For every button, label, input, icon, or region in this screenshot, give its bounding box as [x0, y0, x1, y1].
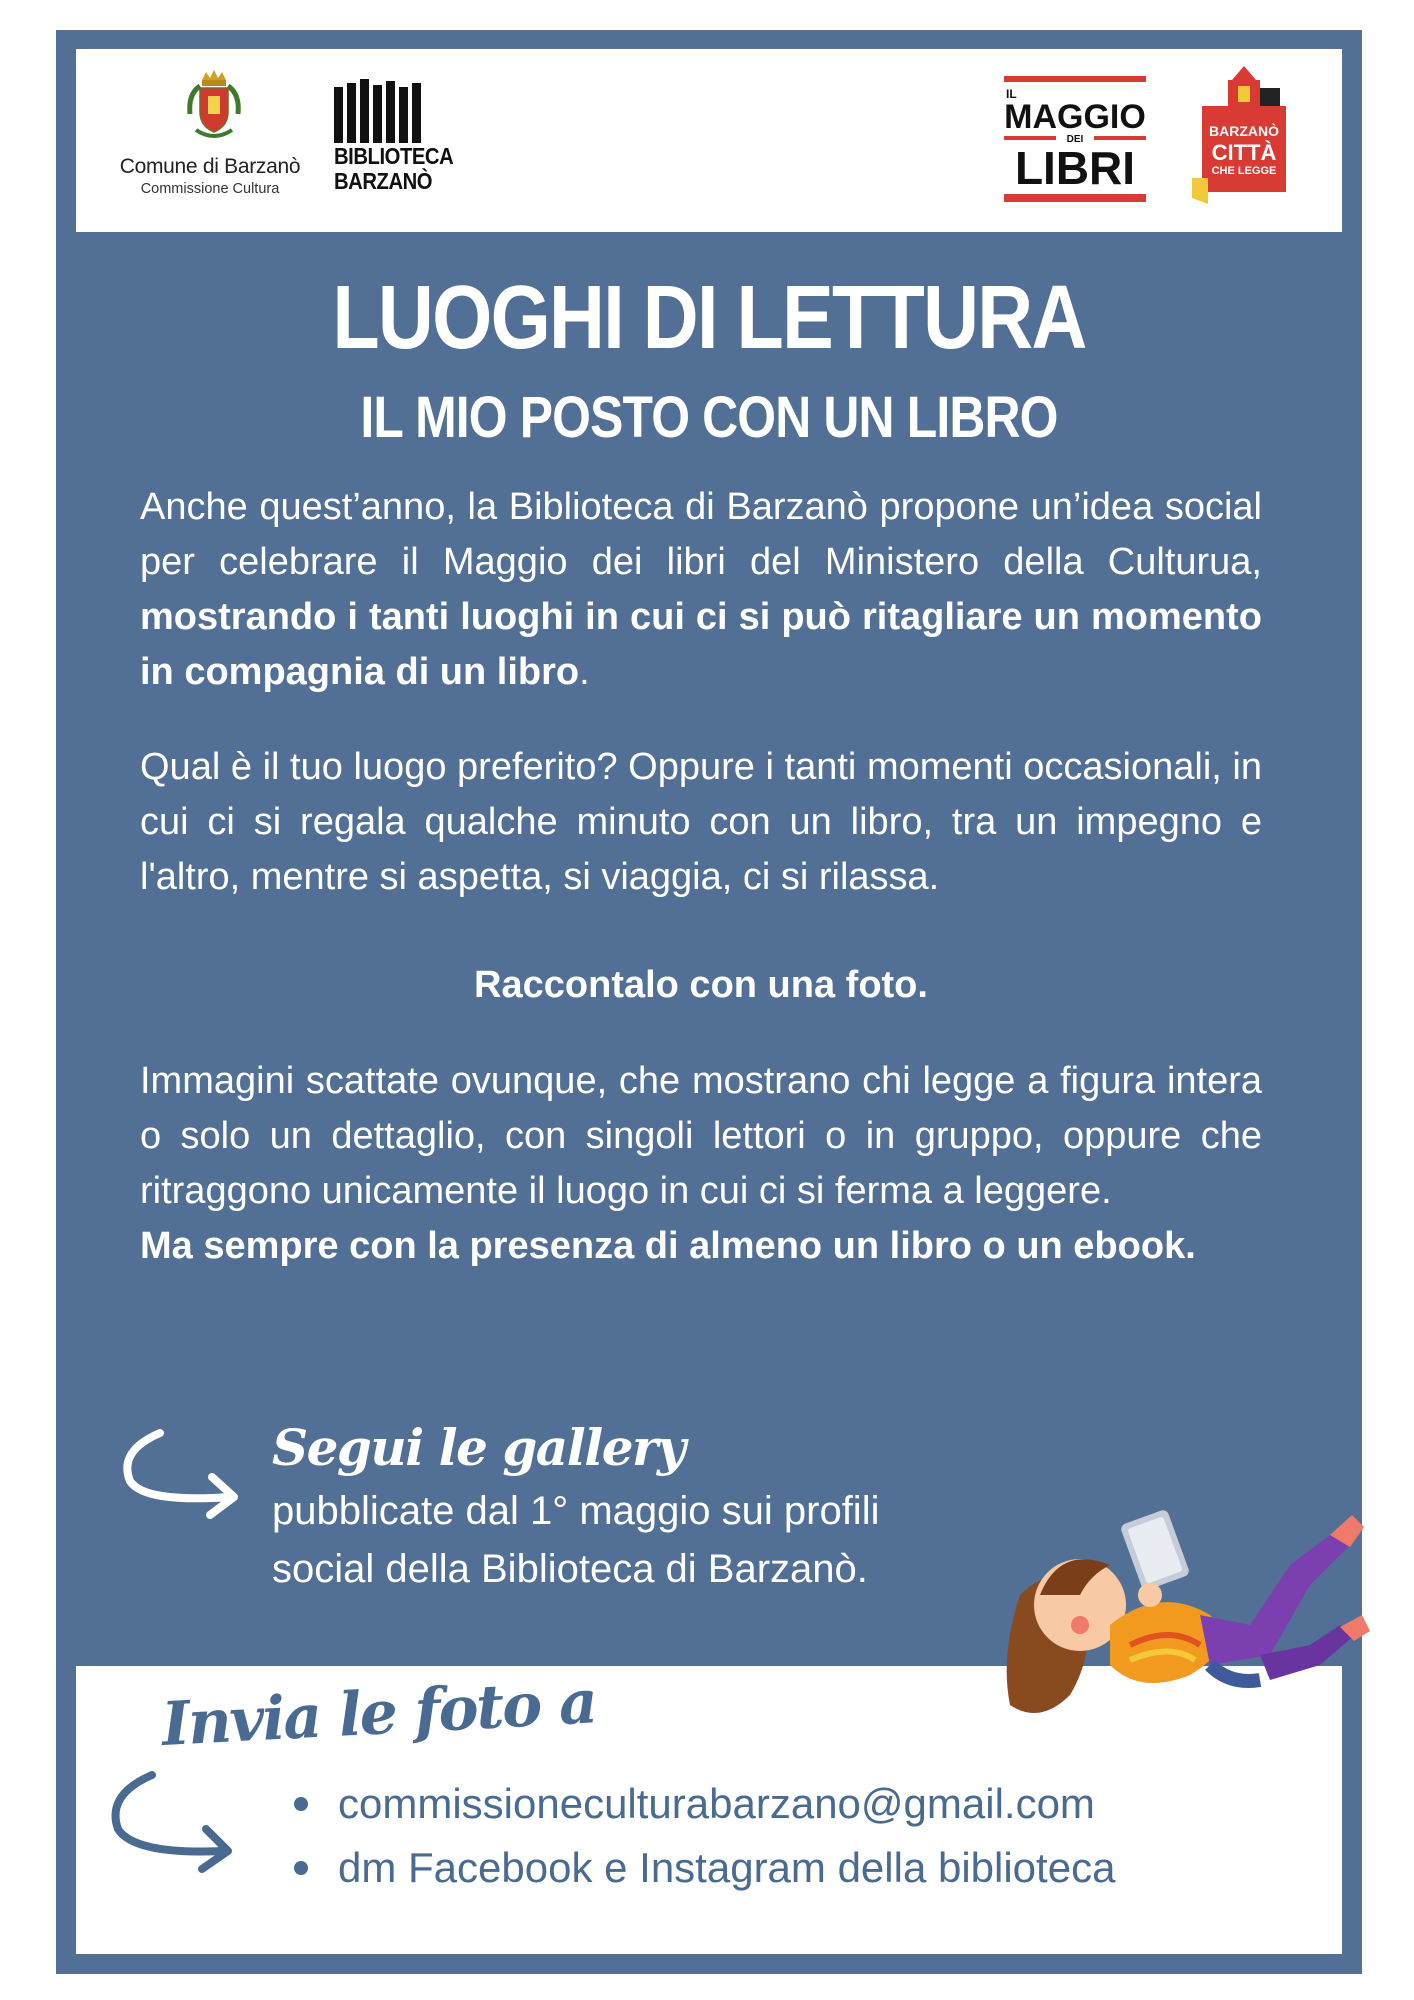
contact-email-text: commissioneculturabarzano@gmail.com: [338, 1780, 1095, 1827]
intro-text: Anche quest’anno, la Biblioteca di Barzanò propone un’idea social per celebrare il Maggio dei libri del Ministero della Culturua,: [140, 486, 1262, 583]
page-title: LUOGHI DI LETTURA: [332, 268, 1086, 368]
page-subtitle: IL MIO POSTO CON UN LIBRO: [360, 385, 1058, 450]
intro-bold-text: mostrando i tanti luoghi in cui ci si può ritagliare un momento in compagnia di un libro: [140, 596, 1262, 693]
gallery-title: Segui le gallery: [272, 1418, 685, 1477]
reading-girl-illustration: [990, 1455, 1380, 1745]
images-bold-text: Ma sempre con la presenza di almeno un libro o un ebook.: [140, 1225, 1196, 1267]
biblioteca-books-icon: [334, 79, 422, 143]
gallery-text: [272, 1482, 1032, 1598]
header-panel: [76, 49, 1342, 232]
contact-list: [290, 1772, 1115, 1900]
biblioteca-line1: BIBLIOTECA: [334, 143, 454, 169]
intro-paragraph: [140, 480, 1262, 700]
maggio-dei: DEI: [1066, 134, 1084, 145]
gallery-line2: social della Biblioteca di Barzanò.: [272, 1547, 868, 1591]
gallery-line1: pubblicate dal 1° maggio sui profili: [272, 1489, 880, 1533]
comune-subtitle: Commissione Cultura: [140, 181, 280, 197]
maggio-dei-libri-logo: [1000, 72, 1150, 212]
contact-social: [290, 1836, 1115, 1900]
biblioteca-line2: BARZANÒ: [334, 168, 433, 194]
curved-arrow-icon: [104, 1765, 244, 1875]
intro-end: .: [579, 651, 590, 693]
citta-che-legge-logo: [1192, 58, 1296, 204]
images-paragraph: [140, 1054, 1262, 1274]
bullet-icon: [294, 1861, 308, 1875]
citta-line3: CHE LEGGE: [1211, 165, 1277, 177]
maggio-word: MAGGIO: [1004, 98, 1146, 136]
comune-crest-icon: [182, 64, 246, 146]
citta-line2: CITTÀ: [1211, 140, 1277, 165]
bullet-icon: [294, 1797, 308, 1811]
maggio-libri: LIBRI: [1014, 142, 1136, 194]
comune-name: Comune di Barzanò: [119, 155, 301, 178]
contact-email: [290, 1772, 1115, 1836]
images-text: Immagini scattate ovunque, che mostrano chi legge a figura intera o solo un dettaglio, con singoli lettori o in gruppo, oppure che ritraggono unicamente il luogo in cui ci si ferma a leggere.: [140, 1060, 1262, 1212]
citta-line1: BARZANÒ: [1209, 123, 1279, 139]
send-photos-title: Invia le foto a: [160, 1667, 598, 1760]
contact-social-text: dm Facebook e Instagram della biblioteca: [338, 1844, 1116, 1891]
biblioteca-logo-text: [334, 143, 454, 194]
question-paragraph: Qual è il tuo luogo preferito? Oppure i tanti momenti occasionali, in cui ci si regala qualche minuto con un libro, tra un impegno e l'altro, mentre si aspetta, si viaggia, ci si rilassa.: [140, 746, 1262, 898]
callout-text: Raccontalo con una foto.: [474, 964, 928, 1006]
maggio-il: IL: [1006, 87, 1017, 101]
curved-arrow-icon: [118, 1425, 248, 1525]
